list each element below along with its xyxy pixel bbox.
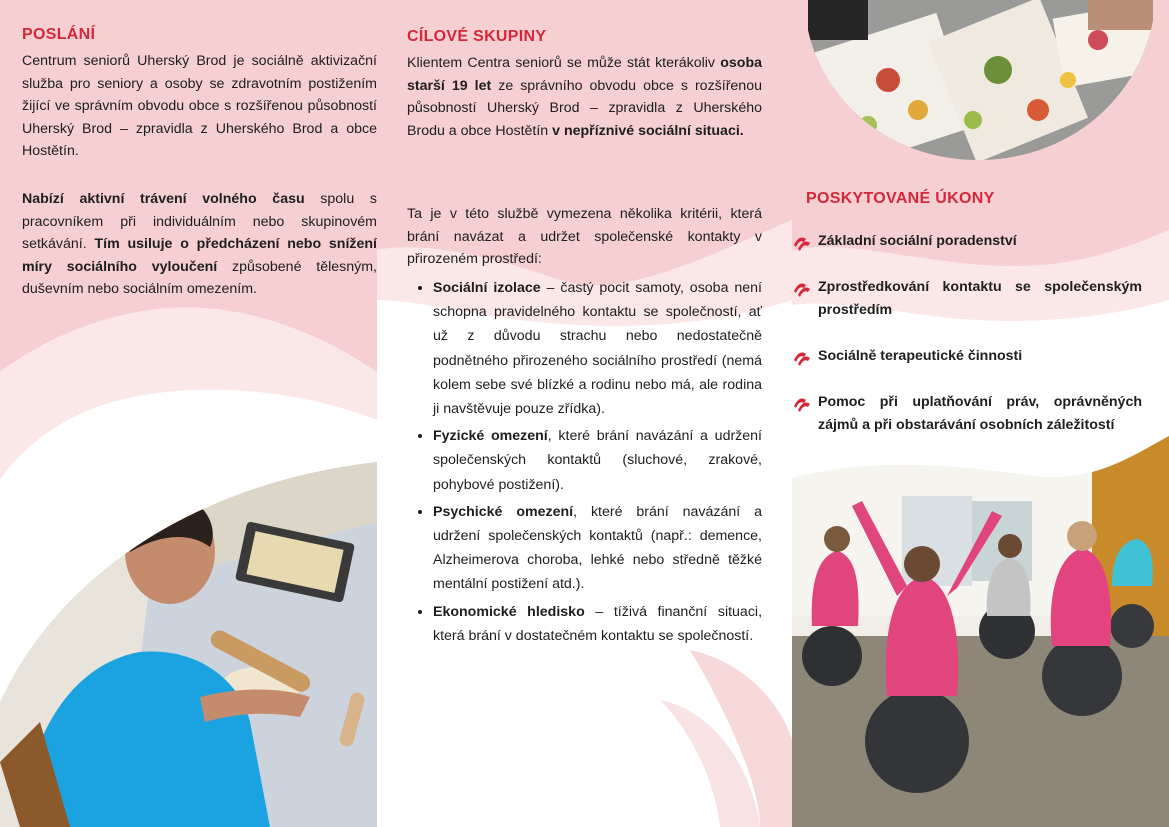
criteria-term: Psychické omezení — [433, 503, 574, 520]
service-text: Pomoc při uplatňování práv, oprávněných zájmů a při obstarávání osobních záležitostí — [818, 394, 1142, 433]
service-text: Sociálně terapeutické činnosti — [818, 348, 1023, 364]
list-item — [433, 600, 762, 648]
ribbon-stripes-icon — [792, 348, 812, 366]
mission-paragraph: Centrum seniorů Uherský Brod je sociálně aktivizační služba pro seniory a osoby se zdravotním postižením žijící ve správním obvodu obce s rozšířenou působností Uherský Brod – zpravidla z Uherského Brod a obce Hostětín. — [22, 53, 377, 160]
list-item — [433, 276, 762, 421]
criteria-text: , které brání navázání a udržení společenských kontaktů (sluchové, zrakové, pohybové postižení). — [433, 428, 762, 493]
service-text: Základní sociální poradenství — [818, 233, 1017, 249]
criteria-text: – častý pocit samoty, osoba není schopna pravidelného kontaktu se společností, ať už z důvodu strachu nebo nedostatečně podnětného přirozeného sociálního prostředí (nemá kolem sebe své blízké a rodinu nebo má, ale rodina ji navštěvuje pouze zřídka). — [433, 280, 762, 418]
target-groups-paragraph — [407, 52, 762, 142]
exercise-photo — [792, 436, 1169, 827]
offer-text-2: způsobené tělesným, duševním nebo sociálním omezením. — [22, 258, 377, 298]
target-bold-1: osoba starší 19 let — [407, 55, 762, 94]
offer-bold-2: Tím usiluje o předcházení nebo snížení míry sociálního vyloučení — [22, 236, 377, 275]
criteria-term: Ekonomické hledisko — [433, 603, 585, 620]
list-item — [433, 424, 762, 497]
services-heading: POSKYTOVANÉ ÚKONY — [806, 190, 995, 207]
service-item-contact — [792, 276, 1142, 322]
criteria-term: Fyzické omezení — [433, 428, 548, 445]
service-text: Zprostředkování kontaktu se společenským prostředím — [818, 279, 1142, 318]
criteria-intro-paragraph: Ta je v této službě vymezena několika kritérii, která brání navázat a udržet společenské kontakty v přirozeném prostředí: — [407, 206, 762, 268]
mission-heading: POSLÁNÍ — [22, 26, 96, 43]
offer-bold-1: Nabízí aktivní trávení volného času — [22, 191, 305, 207]
criteria-term: Sociální izolace — [433, 280, 541, 296]
target-text-2: ze správního obvodu obce s rozšířenou působností Uherský Brod – zpravidla z Uherského Brodu a obce Hostětín — [407, 77, 762, 139]
service-item-counseling — [792, 230, 1142, 253]
service-item-therapy — [792, 345, 1142, 368]
baking-photo — [0, 462, 377, 827]
offer-text-1: spolu s pracovníkem při individuálním nebo skupinovém setkávání. — [22, 191, 377, 253]
ribbon-stripes-icon — [792, 394, 812, 412]
list-item — [433, 500, 762, 597]
mission-offer-paragraph — [22, 188, 377, 301]
criteria-list — [407, 276, 762, 651]
criteria-text: , které brání navázání a udržení společenských kontaktů (např.: demence, Alzheimerova choroba, lehké nebo středně těžké mentální postižení atd.). — [433, 503, 763, 593]
ribbon-stripes-icon — [792, 233, 812, 251]
target-groups-heading: CÍLOVÉ SKUPINY — [407, 28, 547, 45]
target-text-1: Klientem Centra seniorů se může stát kterákoliv — [407, 55, 721, 71]
leaf-printing-photo — [808, 0, 1153, 160]
target-bold-2: v nepříznivé sociální situaci. — [552, 122, 744, 139]
criteria-text: – tíživá finanční situaci, která brání v dostatečném kontaktu se společností. — [433, 603, 763, 644]
ribbon-stripes-icon — [792, 279, 812, 297]
service-item-rights — [792, 391, 1142, 437]
